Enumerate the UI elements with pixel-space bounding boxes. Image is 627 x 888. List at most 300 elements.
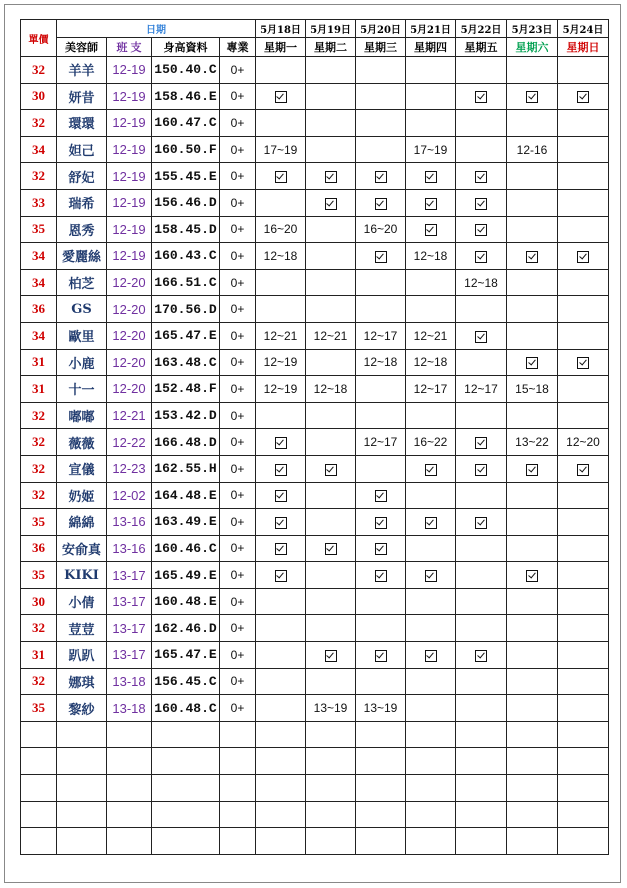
price-cell: 35 [21, 695, 57, 722]
profession-cell: 0+ [220, 588, 256, 615]
day-cell: 12~21 [406, 322, 456, 349]
empty-cell [57, 828, 107, 855]
empty-cell [107, 828, 152, 855]
day-cell [356, 189, 406, 216]
beautician-name: 綿綿 [57, 509, 107, 536]
day-cell [256, 668, 306, 695]
profession-cell: 0+ [220, 57, 256, 84]
table-row [21, 110, 609, 137]
day-cell: 12~20 [558, 429, 609, 456]
day-cell: 13~19 [306, 695, 356, 722]
empty-cell [558, 775, 609, 802]
day-cell [456, 455, 507, 482]
beautician-name: 十一 [57, 376, 107, 403]
day-cell: 12-16 [507, 136, 558, 163]
body-data-cell: 165.47.E [152, 642, 220, 669]
day-cell: 13~19 [356, 695, 406, 722]
price-cell: 31 [21, 376, 57, 403]
body-data-cell: 163.48.C [152, 349, 220, 376]
shift-header: 班 支 [107, 38, 152, 57]
day-cell [306, 615, 356, 642]
checkbox-checked-icon [577, 464, 589, 476]
body-data-cell: 158.45.D [152, 216, 220, 243]
price-cell: 35 [21, 562, 57, 589]
day-cell: 12~18 [256, 243, 306, 270]
beautician-name: 奶姬 [57, 482, 107, 509]
profession-cell: 0+ [220, 562, 256, 589]
body-data-cell: 160.48.C [152, 695, 220, 722]
weekday-cell: 星期四 [406, 38, 456, 57]
day-cell [406, 695, 456, 722]
day-cell [256, 642, 306, 669]
day-cell [256, 615, 306, 642]
empty-cell [356, 748, 406, 775]
price-cell: 31 [21, 349, 57, 376]
price-cell: 34 [21, 322, 57, 349]
empty-row [21, 721, 609, 748]
day-cell [507, 57, 558, 84]
shift-cell: 12-19 [107, 57, 152, 84]
body-data-cell: 150.40.C [152, 57, 220, 84]
day-cell [356, 482, 406, 509]
empty-cell [21, 801, 57, 828]
empty-cell [507, 828, 558, 855]
checkbox-checked-icon [325, 171, 337, 183]
day-cell [306, 509, 356, 536]
day-cell [507, 695, 558, 722]
profession-cell: 0+ [220, 429, 256, 456]
day-cell [306, 189, 356, 216]
checkbox-checked-icon [475, 650, 487, 662]
body-data-cell: 153.42.D [152, 402, 220, 429]
shift-cell: 12-19 [107, 243, 152, 270]
day-cell [507, 509, 558, 536]
checkbox-checked-icon [526, 464, 538, 476]
day-cell [558, 535, 609, 562]
day-cell [406, 269, 456, 296]
shift-cell: 12-22 [107, 429, 152, 456]
empty-cell [507, 775, 558, 802]
day-cell [558, 615, 609, 642]
day-cell [456, 243, 507, 270]
beautician-name: 宣儀 [57, 455, 107, 482]
day-cell [456, 110, 507, 137]
body-data-cell: 166.51.C [152, 269, 220, 296]
checkbox-checked-icon [375, 251, 387, 263]
shift-cell: 12-19 [107, 110, 152, 137]
empty-cell [306, 828, 356, 855]
day-cell [256, 455, 306, 482]
shift-cell: 12-02 [107, 482, 152, 509]
checkbox-checked-icon [425, 464, 437, 476]
shift-cell: 12-23 [107, 455, 152, 482]
empty-cell [21, 721, 57, 748]
table-row [21, 163, 609, 190]
price-header: 單價 [21, 20, 57, 57]
beautician-name: 安俞真 [57, 535, 107, 562]
day-cell [558, 482, 609, 509]
day-cell: 12~19 [256, 376, 306, 403]
empty-cell [306, 748, 356, 775]
day-cell [456, 588, 507, 615]
price-cell: 35 [21, 216, 57, 243]
checkbox-checked-icon [577, 357, 589, 369]
table-row [21, 349, 609, 376]
checkbox-checked-icon [375, 570, 387, 582]
empty-cell [406, 721, 456, 748]
beautician-name: 荳荳 [57, 615, 107, 642]
table-row [21, 695, 609, 722]
empty-cell [152, 748, 220, 775]
day-cell [558, 376, 609, 403]
empty-cell [21, 748, 57, 775]
body-data-cell: 160.43.C [152, 243, 220, 270]
price-cell: 30 [21, 588, 57, 615]
profession-cell: 0+ [220, 642, 256, 669]
day-cell [306, 243, 356, 270]
profession-cell: 0+ [220, 376, 256, 403]
beautician-name: 柏芝 [57, 269, 107, 296]
table-row [21, 402, 609, 429]
checkbox-checked-icon [325, 650, 337, 662]
body-data-cell: 160.47.C [152, 110, 220, 137]
checkbox-checked-icon [425, 570, 437, 582]
beautician-header: 美容師 [57, 38, 107, 57]
day-cell [356, 163, 406, 190]
checkbox-checked-icon [325, 543, 337, 555]
day-cell [406, 110, 456, 137]
empty-row [21, 775, 609, 802]
empty-cell [220, 801, 256, 828]
day-cell: 13~22 [507, 429, 558, 456]
empty-cell [356, 775, 406, 802]
price-cell: 32 [21, 455, 57, 482]
day-cell [507, 110, 558, 137]
body-data-cell: 152.48.F [152, 376, 220, 403]
day-cell [256, 269, 306, 296]
day-cell: 12~17 [456, 376, 507, 403]
checkbox-checked-icon [275, 171, 287, 183]
day-cell [306, 535, 356, 562]
day-cell [558, 163, 609, 190]
body-data-cell: 170.56.D [152, 296, 220, 323]
checkbox-checked-icon [325, 464, 337, 476]
day-cell: 12~19 [256, 349, 306, 376]
empty-cell [256, 721, 306, 748]
day-cell [558, 189, 609, 216]
empty-cell [107, 801, 152, 828]
price-cell: 36 [21, 535, 57, 562]
day-cell [507, 189, 558, 216]
checkbox-checked-icon [425, 198, 437, 210]
day-cell [456, 216, 507, 243]
day-cell [256, 110, 306, 137]
profession-cell: 0+ [220, 296, 256, 323]
empty-cell [558, 801, 609, 828]
date-cell: 5月20日 [356, 20, 406, 38]
day-cell [306, 269, 356, 296]
empty-cell [456, 721, 507, 748]
day-cell [406, 588, 456, 615]
table-row [21, 269, 609, 296]
day-cell [558, 642, 609, 669]
day-cell [306, 57, 356, 84]
beautician-name: 薇薇 [57, 429, 107, 456]
day-cell [256, 57, 306, 84]
day-cell [558, 243, 609, 270]
profession-cell: 0+ [220, 509, 256, 536]
empty-cell [406, 775, 456, 802]
checkbox-checked-icon [425, 171, 437, 183]
beautician-name: GS [57, 296, 107, 323]
table-row [21, 482, 609, 509]
shift-cell: 13-16 [107, 535, 152, 562]
beautician-name: 瑞希 [57, 189, 107, 216]
checkbox-checked-icon [275, 91, 287, 103]
price-cell: 30 [21, 83, 57, 110]
empty-cell [21, 775, 57, 802]
schedule-table [20, 19, 609, 855]
shift-cell: 12-19 [107, 189, 152, 216]
empty-cell [507, 721, 558, 748]
day-cell [507, 642, 558, 669]
shift-cell: 13-17 [107, 642, 152, 669]
checkbox-checked-icon [275, 543, 287, 555]
table-row [21, 429, 609, 456]
day-cell [507, 216, 558, 243]
empty-cell [406, 828, 456, 855]
day-cell: 12~18 [306, 376, 356, 403]
empty-cell [356, 721, 406, 748]
empty-cell [220, 748, 256, 775]
day-cell [558, 588, 609, 615]
price-cell: 34 [21, 243, 57, 270]
header-row-dates [21, 20, 609, 38]
table-row [21, 535, 609, 562]
empty-cell [152, 801, 220, 828]
date-cell: 5月24日 [558, 20, 609, 38]
checkbox-checked-icon [425, 650, 437, 662]
body-data-cell: 162.46.D [152, 615, 220, 642]
day-cell [406, 216, 456, 243]
day-cell [306, 588, 356, 615]
checkbox-checked-icon [475, 517, 487, 529]
beautician-name: 妍昔 [57, 83, 107, 110]
beautician-name: 環環 [57, 110, 107, 137]
day-cell [406, 455, 456, 482]
day-cell [306, 349, 356, 376]
day-cell [558, 110, 609, 137]
empty-cell [152, 828, 220, 855]
day-cell: 17~19 [256, 136, 306, 163]
day-cell [256, 562, 306, 589]
profession-cell: 0+ [220, 269, 256, 296]
body-data-cell: 158.46.E [152, 83, 220, 110]
table-row [21, 57, 609, 84]
empty-cell [507, 801, 558, 828]
day-cell [456, 136, 507, 163]
profession-cell: 0+ [220, 136, 256, 163]
day-cell [456, 615, 507, 642]
day-cell [456, 322, 507, 349]
day-cell [356, 136, 406, 163]
checkbox-checked-icon [475, 224, 487, 236]
day-cell [256, 189, 306, 216]
day-cell [356, 110, 406, 137]
beautician-name: 趴趴 [57, 642, 107, 669]
empty-cell [57, 775, 107, 802]
day-cell [507, 482, 558, 509]
day-cell [456, 482, 507, 509]
profession-cell: 0+ [220, 615, 256, 642]
day-cell: 17~19 [406, 136, 456, 163]
price-cell: 34 [21, 269, 57, 296]
day-cell [406, 189, 456, 216]
day-cell [406, 562, 456, 589]
shift-cell: 13-18 [107, 695, 152, 722]
day-cell [507, 322, 558, 349]
day-cell [507, 535, 558, 562]
shift-cell: 12-20 [107, 322, 152, 349]
table-row [21, 322, 609, 349]
day-cell [356, 243, 406, 270]
day-cell [456, 535, 507, 562]
day-cell: 16~22 [406, 429, 456, 456]
checkbox-checked-icon [375, 171, 387, 183]
day-cell [356, 588, 406, 615]
checkbox-checked-icon [526, 570, 538, 582]
day-cell [507, 163, 558, 190]
price-cell: 35 [21, 509, 57, 536]
day-cell [558, 57, 609, 84]
shift-cell: 12-19 [107, 83, 152, 110]
day-cell: 12~17 [356, 429, 406, 456]
beautician-name: 娜琪 [57, 668, 107, 695]
day-cell: 12~18 [406, 349, 456, 376]
day-cell [306, 642, 356, 669]
shift-cell: 13-17 [107, 588, 152, 615]
day-cell [306, 482, 356, 509]
empty-cell [406, 748, 456, 775]
day-cell [507, 615, 558, 642]
day-cell: 12~21 [306, 322, 356, 349]
day-cell [306, 163, 356, 190]
day-cell [507, 243, 558, 270]
date-header: 日期 [57, 20, 256, 38]
shift-cell: 12-19 [107, 163, 152, 190]
day-cell: 12~17 [406, 376, 456, 403]
day-cell [256, 429, 306, 456]
day-cell [507, 402, 558, 429]
day-cell [558, 296, 609, 323]
day-cell [406, 642, 456, 669]
day-cell [306, 455, 356, 482]
day-cell [356, 83, 406, 110]
profession-cell: 0+ [220, 110, 256, 137]
day-cell [456, 57, 507, 84]
day-cell [256, 402, 306, 429]
day-cell: 12~18 [456, 269, 507, 296]
empty-cell [256, 828, 306, 855]
beautician-name: 黎紗 [57, 695, 107, 722]
profession-header: 專業 [220, 38, 256, 57]
checkbox-checked-icon [526, 357, 538, 369]
body-data-cell: 162.55.H [152, 455, 220, 482]
table-row [21, 509, 609, 536]
empty-cell [558, 748, 609, 775]
empty-row [21, 801, 609, 828]
day-cell [256, 482, 306, 509]
price-cell: 32 [21, 163, 57, 190]
body-data-cell: 164.48.E [152, 482, 220, 509]
empty-cell [456, 828, 507, 855]
checkbox-checked-icon [375, 490, 387, 502]
day-cell [406, 402, 456, 429]
table-row [21, 136, 609, 163]
empty-cell [306, 721, 356, 748]
day-cell [507, 455, 558, 482]
day-cell [558, 322, 609, 349]
table-row [21, 562, 609, 589]
checkbox-checked-icon [275, 517, 287, 529]
day-cell [256, 163, 306, 190]
day-cell [456, 668, 507, 695]
empty-cell [558, 721, 609, 748]
date-cell: 5月19日 [306, 20, 356, 38]
day-cell [406, 163, 456, 190]
day-cell [356, 269, 406, 296]
day-cell [456, 163, 507, 190]
checkbox-checked-icon [475, 331, 487, 343]
checkbox-checked-icon [526, 91, 538, 103]
checkbox-checked-icon [375, 543, 387, 555]
table-row [21, 588, 609, 615]
day-cell [356, 562, 406, 589]
shift-cell: 13-16 [107, 509, 152, 536]
body-data-cell: 160.50.F [152, 136, 220, 163]
price-cell: 32 [21, 402, 57, 429]
empty-cell [306, 801, 356, 828]
profession-cell: 0+ [220, 402, 256, 429]
day-cell [306, 296, 356, 323]
day-cell [306, 136, 356, 163]
day-cell: 12~17 [356, 322, 406, 349]
profession-cell: 0+ [220, 243, 256, 270]
shift-cell: 13-18 [107, 668, 152, 695]
day-cell [406, 668, 456, 695]
table-row [21, 83, 609, 110]
day-cell [356, 642, 406, 669]
weekday-cell: 星期一 [256, 38, 306, 57]
day-cell [306, 429, 356, 456]
checkbox-checked-icon [275, 490, 287, 502]
day-cell [507, 349, 558, 376]
profession-cell: 0+ [220, 83, 256, 110]
day-cell [306, 668, 356, 695]
empty-cell [57, 748, 107, 775]
checkbox-checked-icon [275, 464, 287, 476]
shift-cell: 12-20 [107, 349, 152, 376]
beautician-name: 舒妃 [57, 163, 107, 190]
day-cell [406, 535, 456, 562]
beautician-name: 妲己 [57, 136, 107, 163]
day-cell [507, 296, 558, 323]
date-cell: 5月23日 [507, 20, 558, 38]
checkbox-checked-icon [325, 198, 337, 210]
table-row [21, 642, 609, 669]
body-data-cell: 160.46.C [152, 535, 220, 562]
body-data-cell: 165.49.E [152, 562, 220, 589]
